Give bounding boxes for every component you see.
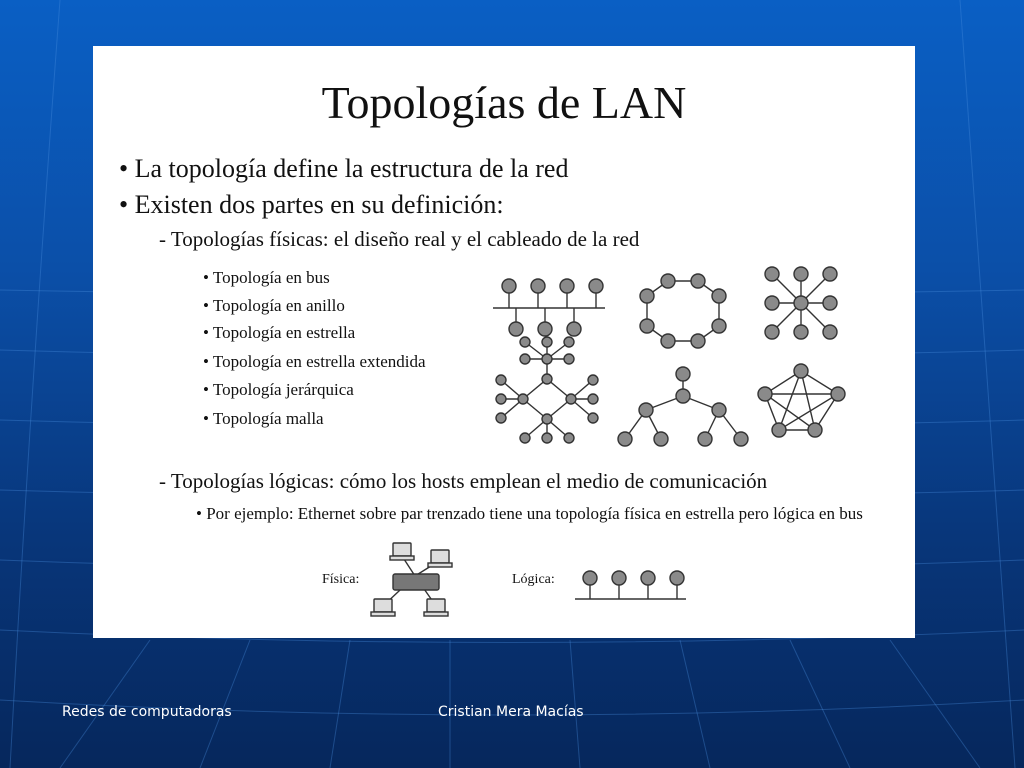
physical-item-ring: • Topología en anillo xyxy=(203,296,345,315)
footer-course-name: Redes de computadoras xyxy=(62,704,232,720)
physical-item-bus: • Topología en bus xyxy=(203,268,330,287)
physical-star-example-diagram xyxy=(371,543,452,616)
footer-author: Cristian Mera Macías xyxy=(438,704,584,720)
physical-topologies-heading: - Topologías físicas: el diseño real y el cableado de la red xyxy=(159,227,640,251)
logical-bus-example-diagram xyxy=(575,571,686,599)
logical-example-text: • Por ejemplo: Ethernet sobre par trenzado tiene una topología física en estrella pero lógica en bus xyxy=(196,504,863,523)
bullet-two-parts: • Existen dos partes en su definición: xyxy=(119,190,504,219)
slide-content-panel xyxy=(93,46,915,638)
ring-topology-diagram xyxy=(640,274,726,348)
bus-topology-diagram xyxy=(493,279,605,336)
bullet-topology-definition: • La topología define la estructura de la red xyxy=(119,154,569,183)
physical-item-mesh: • Topología malla xyxy=(203,409,324,428)
slide-title: Topologías de LAN xyxy=(321,77,687,128)
physical-item-extended-star: • Topología en estrella extendida xyxy=(203,352,426,371)
mesh-topology-diagram xyxy=(758,364,845,437)
fisica-label: Física: xyxy=(322,572,360,587)
star-topology-diagram xyxy=(765,267,837,339)
hierarchical-topology-diagram xyxy=(618,367,748,446)
physical-item-star: • Topología en estrella xyxy=(203,323,356,342)
extended-star-topology-diagram xyxy=(496,337,598,443)
logical-topologies-heading: - Topologías lógicas: cómo los hosts emplean el medio de comunicación xyxy=(159,469,768,493)
logica-label: Lógica: xyxy=(512,572,555,587)
physical-item-hierarchical: • Topología jerárquica xyxy=(203,380,354,399)
topology-diagrams xyxy=(93,46,915,638)
